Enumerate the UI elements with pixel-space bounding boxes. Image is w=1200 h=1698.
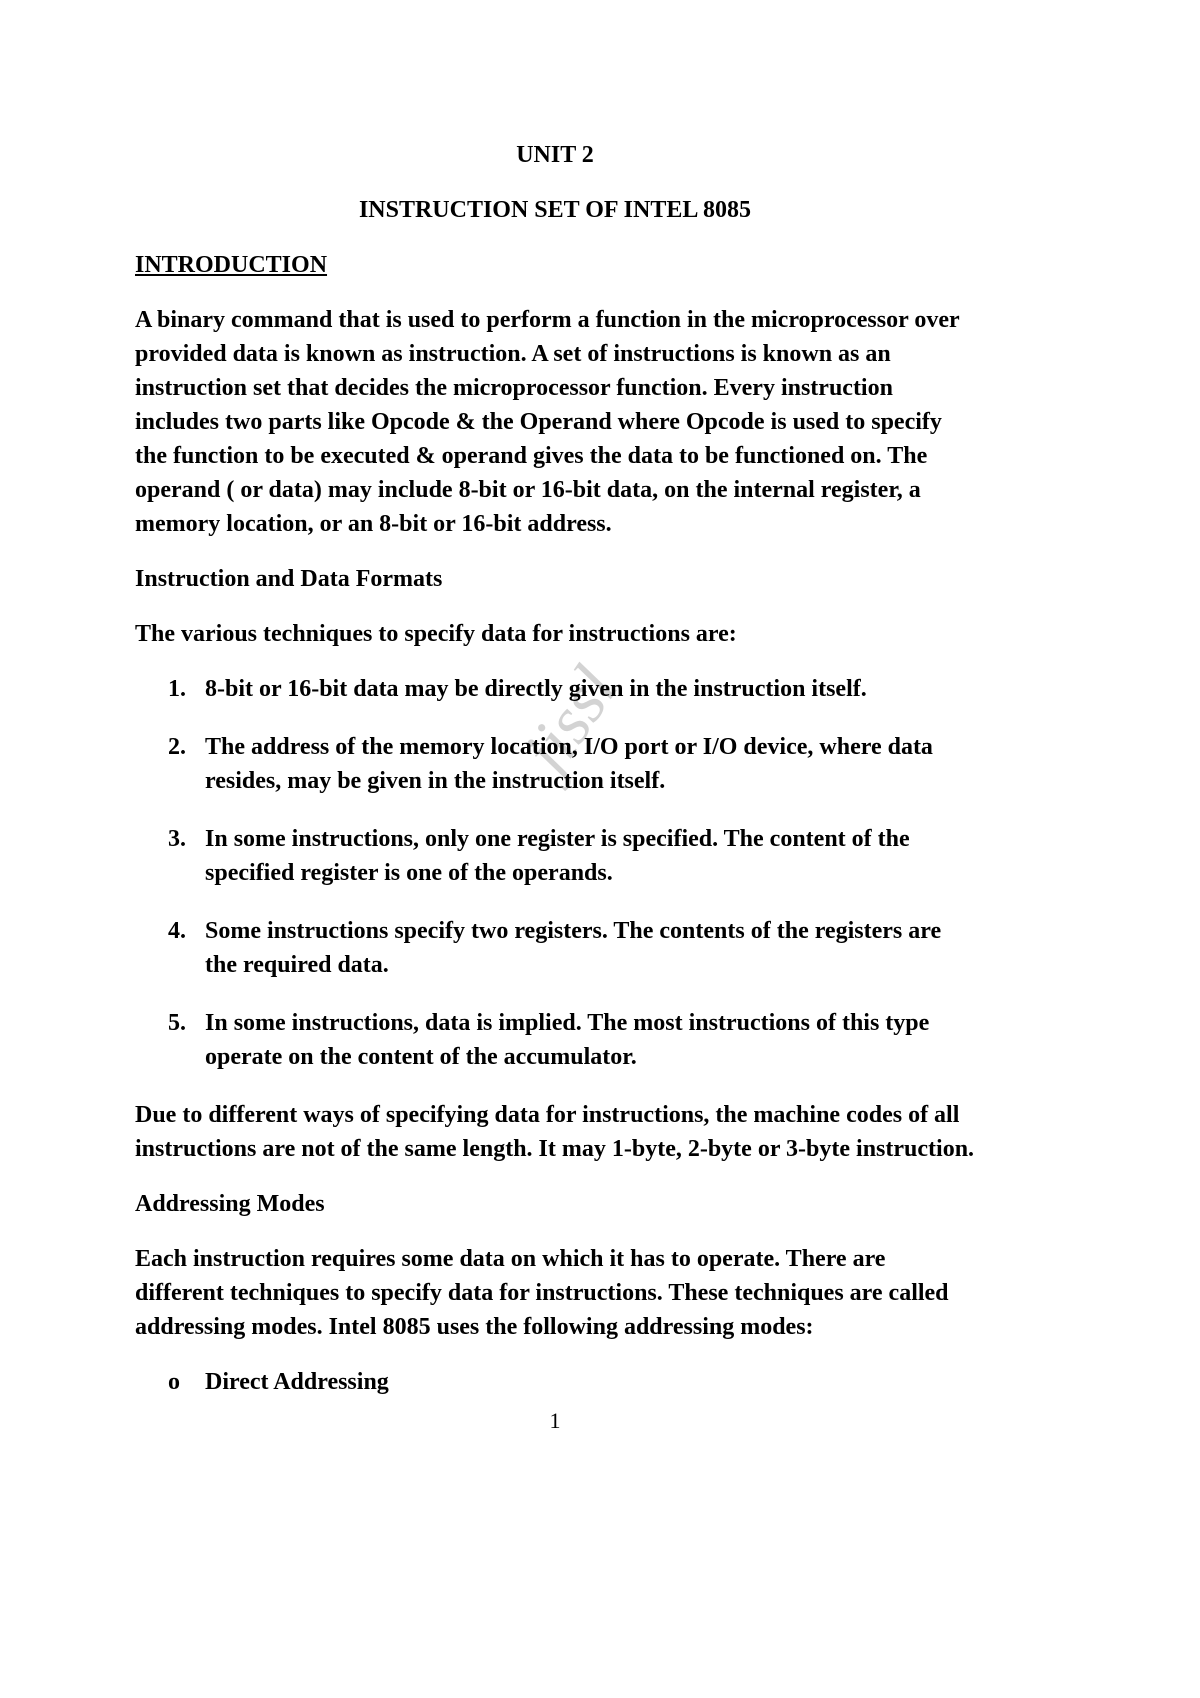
doc-title: UNIT 2 (516, 142, 594, 168)
paragraph-introduction: A binary command that is used to perform a function in the microprocessor over provided data is known as instruction. A set of instructions is known as an instruction set that decides the microprocessor function. Every instruction includes two parts like Opcode & the Operand where Opcode is used to specify the function to be executed & operand gives the data to be functioned on. The operand ( or data) may include 8-bit or 16-bit data, on the internal register, a memory location, or an 8-bit or 16-bit address. (135, 307, 960, 537)
list-marker: 5. (168, 1010, 186, 1036)
list-item-text: In some instructions, only one register is specified. The content of the specified register is one of the operands. (205, 826, 910, 886)
doc-subtitle: INSTRUCTION SET OF INTEL 8085 (358, 197, 752, 223)
format-list (168, 672, 975, 1074)
paragraph-machine-codes: Due to different ways of specifying data for instructions, the machine codes of all instructions are not of the same length. It may 1-byte, 2-byte or 3-byte instruction. (135, 1102, 975, 1162)
list-item (168, 730, 975, 798)
addressing-modes-list (168, 1365, 975, 1399)
section-heading-formats: Instruction and Data Formats (135, 566, 443, 592)
bullet-item (168, 1365, 975, 1399)
list-marker: 4. (168, 918, 186, 944)
list-item (168, 1006, 975, 1074)
paragraph-addressing-suffix: . Intel 8085 uses the following addressing modes: (316, 1314, 814, 1340)
list-marker: 3. (168, 826, 186, 852)
paragraph-addressing-prefix: Each instruction requires some data on which it has to operate. There are different techniques to specify data for instructions. These techniques are called (135, 1246, 949, 1306)
list-marker: 2. (168, 734, 186, 760)
list-item-text: Some instructions specify two registers. The contents of the registers are the required data. (205, 918, 942, 978)
section-heading-introduction: INTRODUCTION (135, 252, 328, 278)
list-marker: 1. (168, 676, 186, 702)
list-item-text: The address of the memory location, I/O port or I/O device, where data resides, may be given in the instruction itself. (205, 734, 933, 794)
paragraph-addressing-bold-term: addressing modes (135, 1314, 317, 1340)
list-item-text: 8-bit or 16-bit data may be directly given in the instruction itself. (205, 676, 867, 702)
page-number: 1 (549, 1408, 561, 1433)
bullet-marker: o (168, 1369, 180, 1395)
list-item-text: In some instructions, data is implied. The most instructions of this type operate on the content of the accumulator. (205, 1010, 930, 1070)
section-heading-addressing: Addressing Modes (135, 1191, 325, 1217)
document-content (135, 138, 975, 1423)
list-item (168, 672, 975, 706)
bullet-item-text: Direct Addressing (205, 1369, 389, 1395)
paragraph-formats-lead: The various techniques to specify data for instructions are: (135, 621, 737, 647)
paragraph-addressing-modes (135, 1242, 975, 1344)
list-item (168, 822, 975, 890)
list-item (168, 914, 975, 982)
watermark-text: jissl (507, 652, 632, 786)
